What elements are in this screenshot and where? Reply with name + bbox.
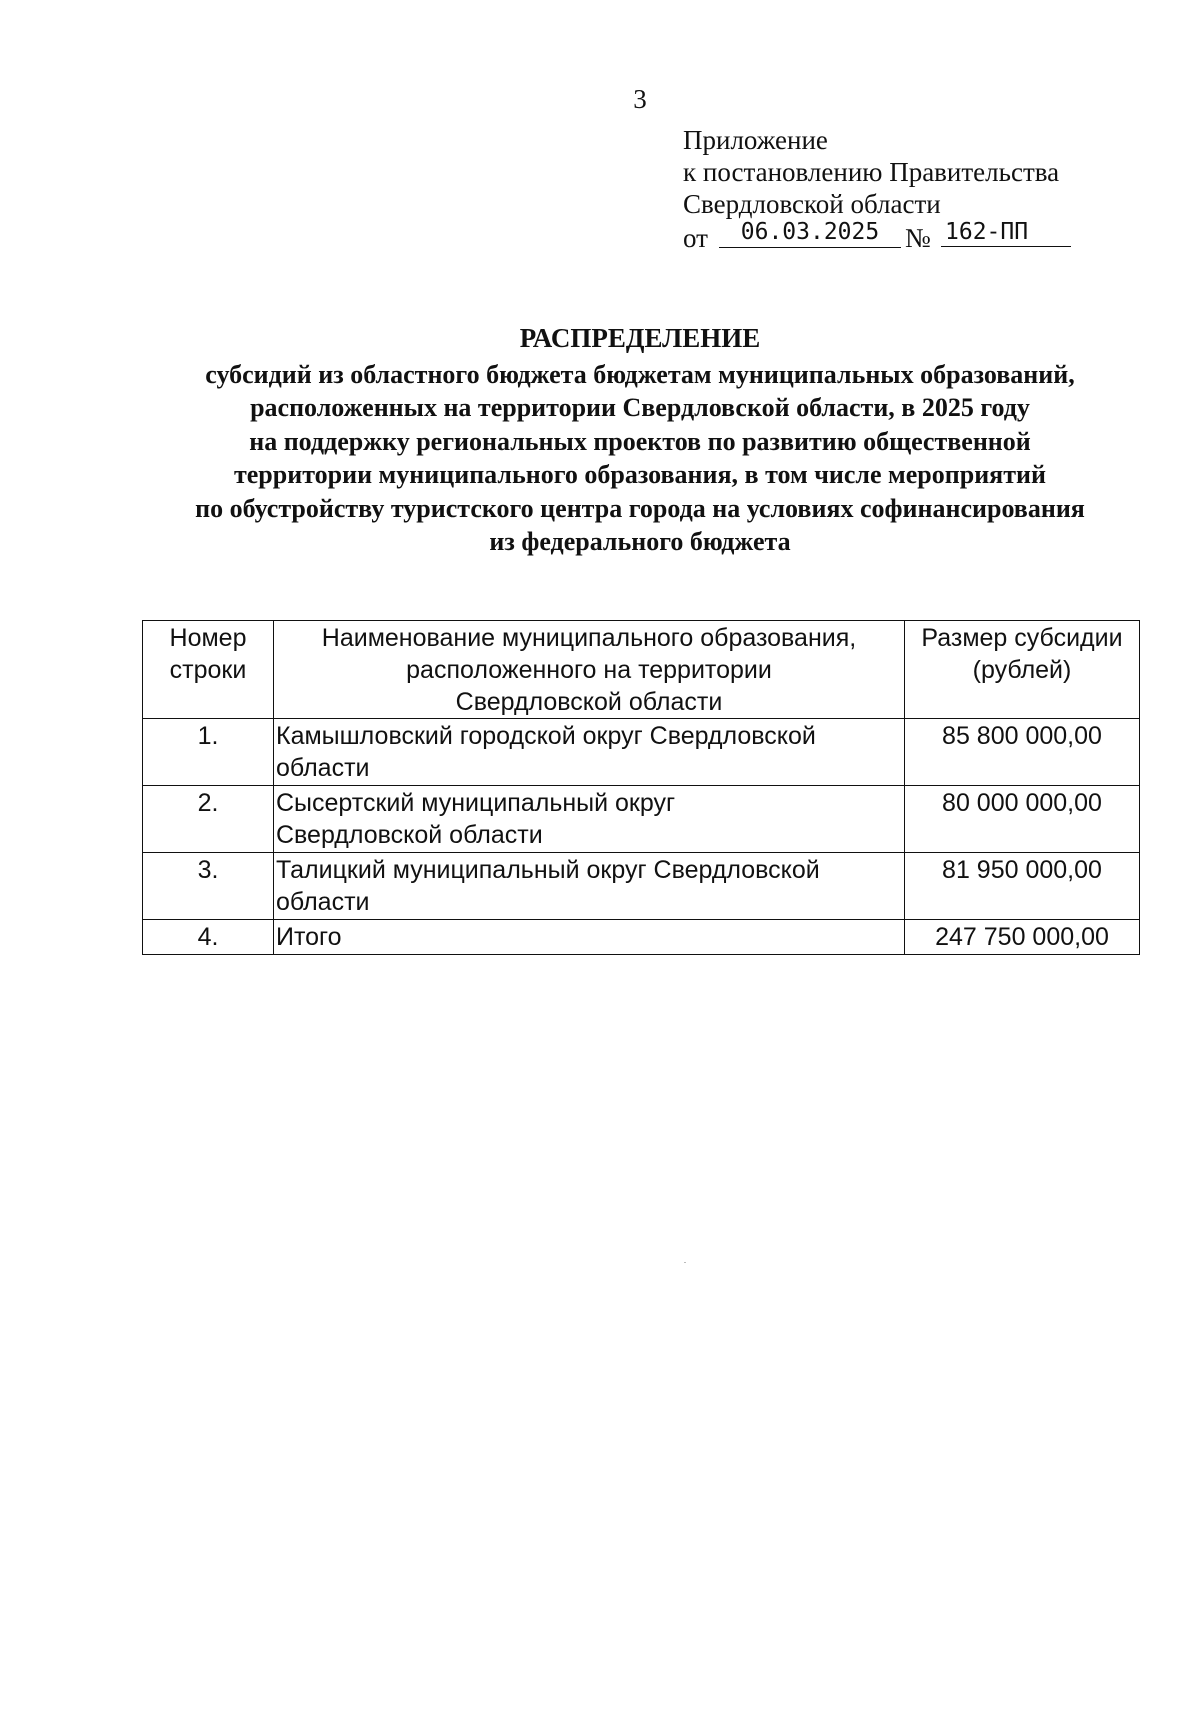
title-heading: РАСПРЕДЕЛЕНИЕ: [519, 323, 761, 353]
table-row: [143, 853, 1140, 920]
resolution-number: 162-ПП: [941, 217, 1071, 247]
appendix-line: Приложение: [683, 125, 828, 155]
table-row-total: [143, 920, 1140, 955]
municipality-name: [274, 719, 905, 786]
page-number: 3: [633, 84, 647, 114]
cell-text: Свердловской области: [276, 821, 543, 849]
header-text: Номер: [169, 624, 247, 652]
title-line: на поддержку региональных проектов по развитию общественной: [249, 426, 1031, 456]
title-line: из федерального бюджета: [489, 527, 791, 556]
title-line: по обустройству туристского центра города на условиях софинансирования: [195, 493, 1085, 523]
cell-text: Камышловский городской округ Свердловской: [276, 722, 816, 750]
title-line: территории муниципального образования, в том числе мероприятий: [234, 460, 1046, 489]
subsidy-amount: 81 950 000,00: [905, 853, 1140, 920]
number-sign: №: [905, 223, 931, 253]
appendix-line: Свердловской области: [683, 189, 941, 219]
total-label: Итого: [274, 920, 905, 955]
title-line: субсидий из областного бюджета бюджетам муниципальных образований,: [205, 359, 1075, 389]
municipality-name: [274, 786, 905, 853]
appendix-line: к постановлению Правительства: [683, 157, 1060, 187]
date-prefix: от: [683, 223, 708, 253]
header-row-number: [143, 621, 274, 719]
scan-artifact: [684, 1262, 686, 1263]
resolution-date: 06.03.2025: [719, 217, 901, 248]
row-number: 2.: [143, 786, 274, 853]
row-number: 4.: [143, 920, 274, 955]
header-text: (рублей): [972, 656, 1072, 684]
header-text: Свердловской области: [455, 688, 723, 716]
cell-text: Талицкий муниципальный округ Свердловской: [276, 856, 820, 884]
cell-text: области: [276, 754, 370, 782]
table-row: [143, 786, 1140, 853]
resolution-reference: [683, 220, 1059, 254]
total-amount: 247 750 000,00: [905, 920, 1140, 955]
municipality-name: [274, 853, 905, 920]
document-title: [120, 322, 1160, 559]
cell-text: области: [276, 888, 370, 916]
header-subsidy-amount: [905, 621, 1140, 719]
table-header-row: [143, 621, 1140, 719]
table-row: [143, 719, 1140, 786]
title-line: расположенных на территории Свердловской области, в 2025 году: [250, 393, 1030, 422]
row-number: 1.: [143, 719, 274, 786]
row-number: 3.: [143, 853, 274, 920]
header-municipality-name: [274, 621, 905, 719]
cell-text: Сысертский муниципальный округ: [276, 789, 676, 817]
distribution-table: [142, 620, 1140, 955]
header-text: Наименование муниципального образования,: [321, 624, 857, 652]
subsidy-amount: 85 800 000,00: [905, 719, 1140, 786]
header-text: расположенного на территории: [406, 656, 772, 684]
appendix-block: [683, 124, 1059, 254]
subsidy-amount: 80 000 000,00: [905, 786, 1140, 853]
header-text: строки: [169, 656, 247, 684]
header-text: Размер субсидии: [921, 624, 1123, 652]
